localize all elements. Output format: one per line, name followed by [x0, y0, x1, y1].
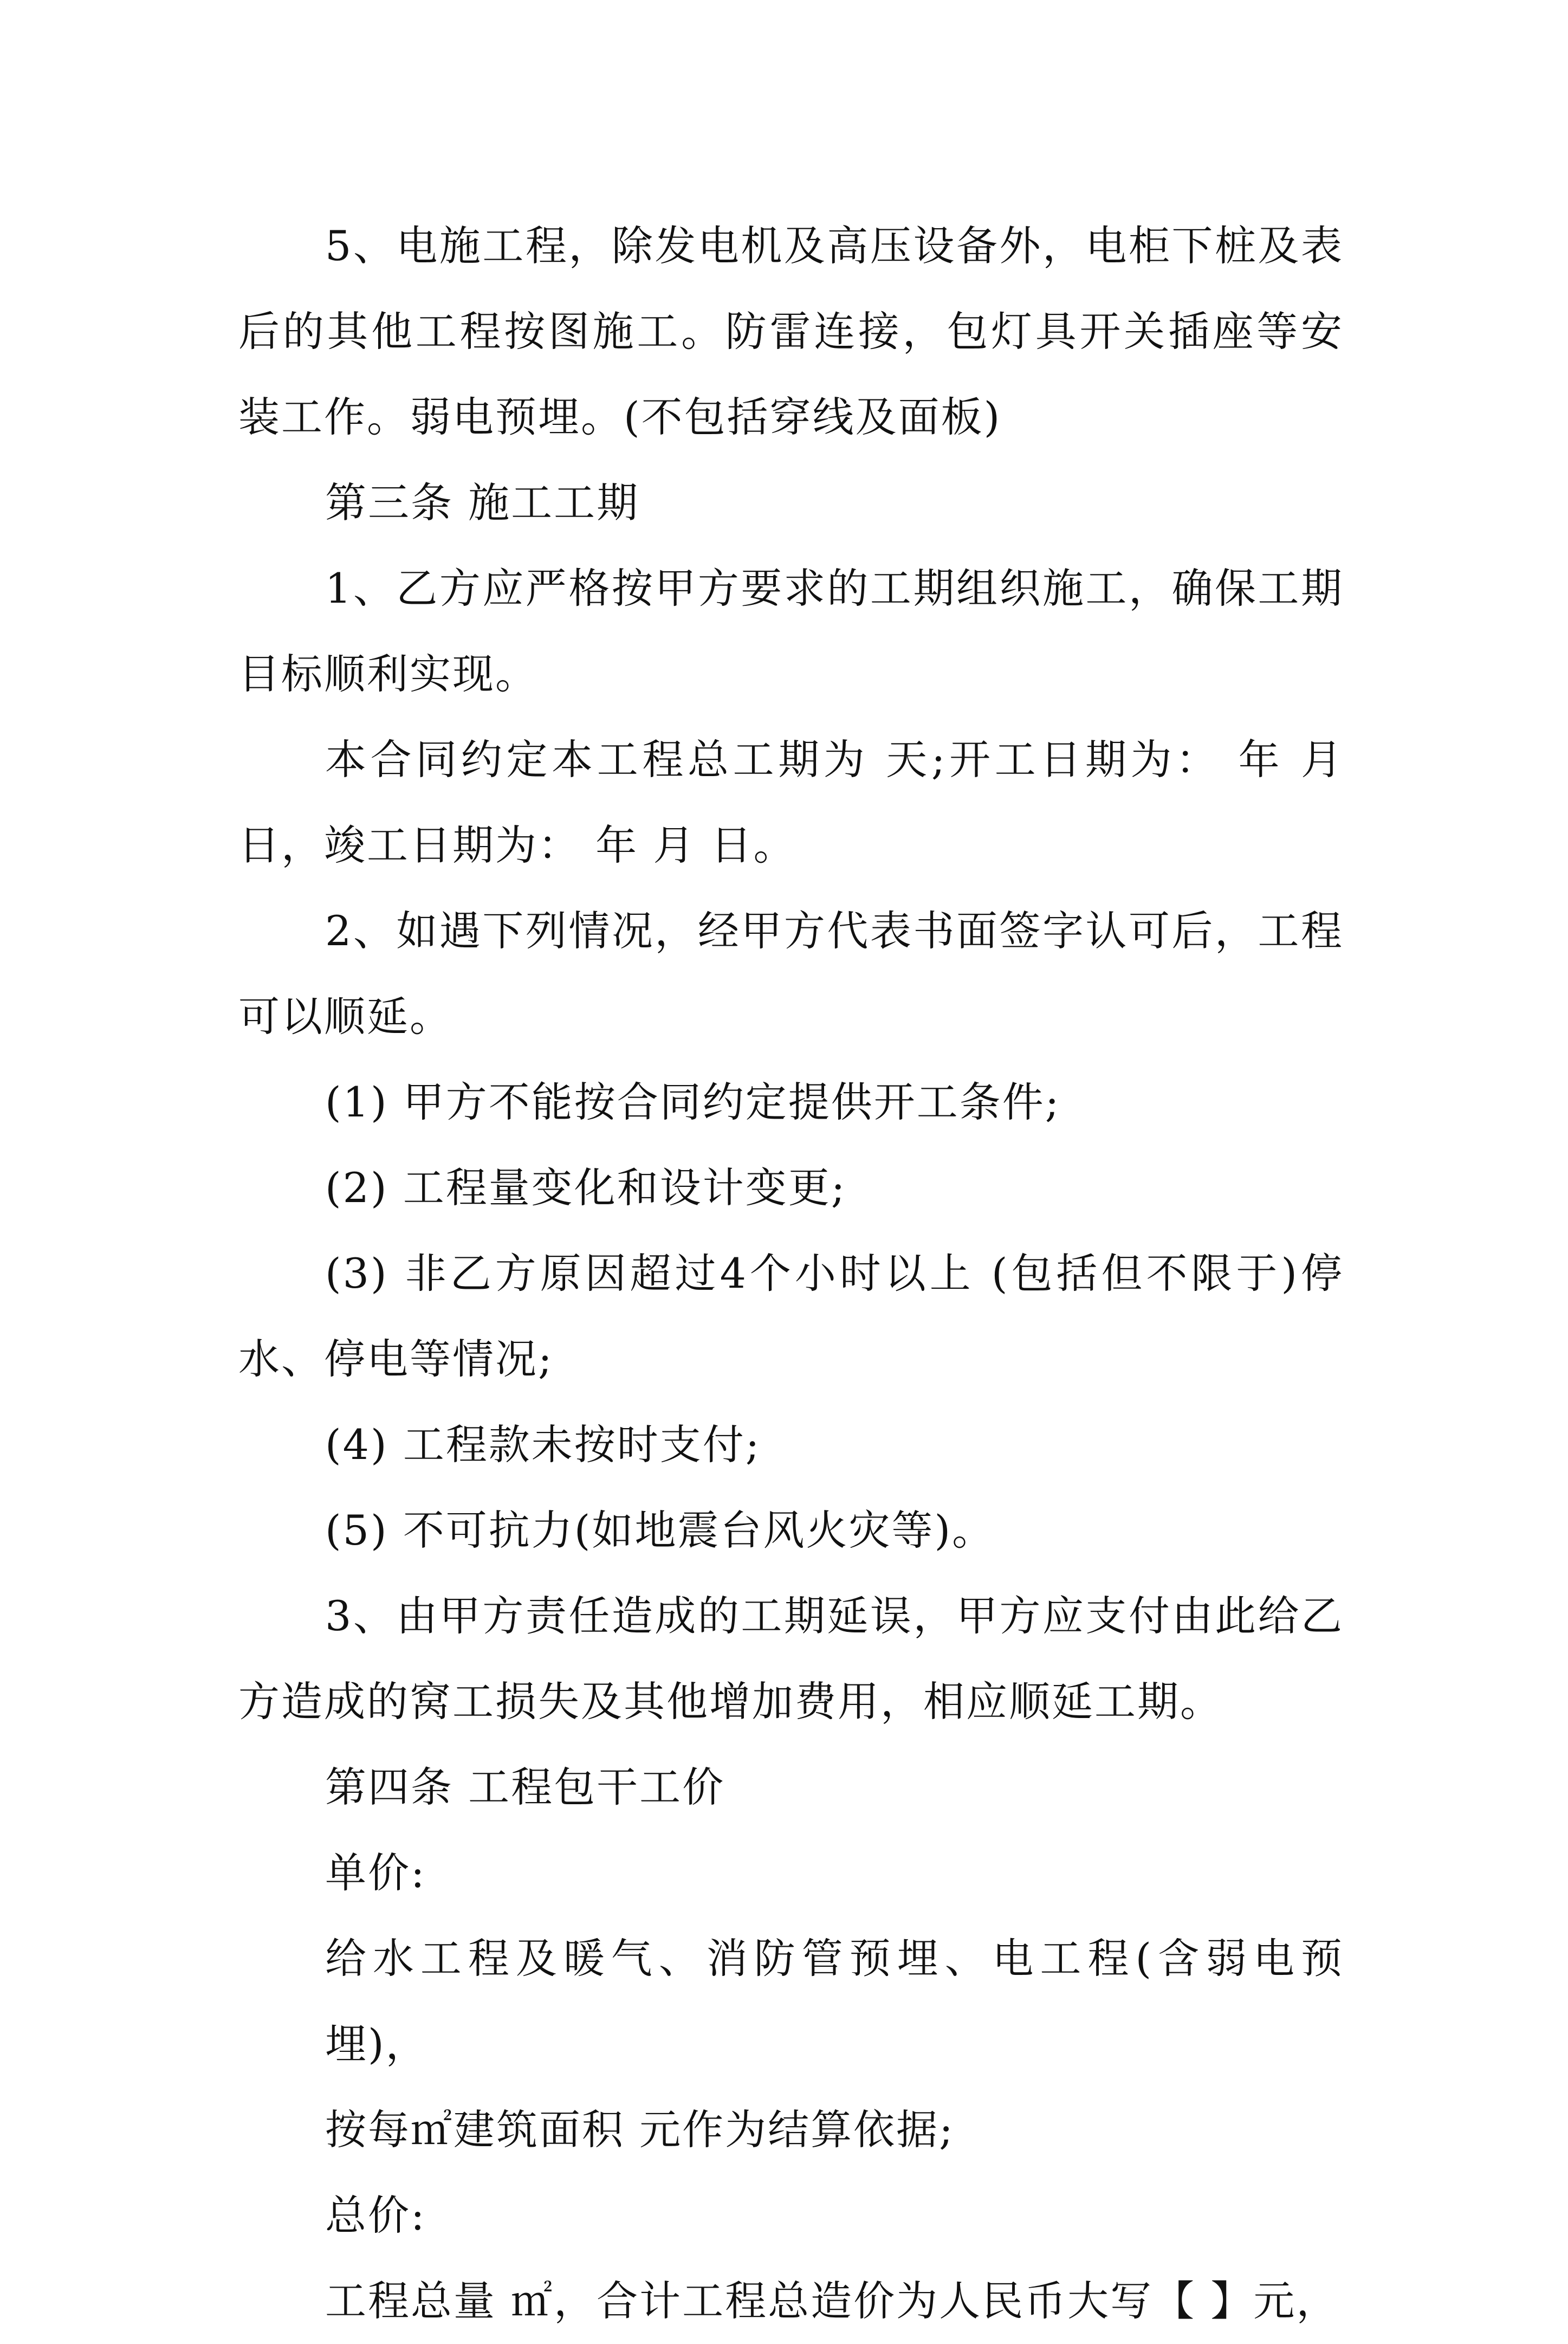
- document-body: [238, 203, 1344, 2344]
- paragraph-electrical-works: 5、电施工程，除发电机及高压设备外，电柜下桩及表后的其他工程按图施工。防雷连接，包灯具开关插座等安装工作。弱电预埋。(不包括穿线及面板): [238, 222, 1344, 441]
- list-item-condition-2: (2) 工程量变化和设计变更;: [325, 1164, 847, 1212]
- paragraph-unit-price-scope: 给水工程及暖气、消防管预埋、电工程(含弱电预埋)，: [325, 1934, 1344, 2068]
- label-total-price: 总价:: [325, 2191, 426, 2239]
- paragraph-total-duration: 本合同约定本工程总工期为 天;开工日期为： 年 月 日，竣工日期为： 年 月 日。: [238, 735, 1344, 869]
- list-item-condition-5: (5) 不可抗力(如地震台风火灾等)。: [325, 1506, 995, 1554]
- paragraph-schedule-requirement: 1、乙方应严格按甲方要求的工期组织施工，确保工期目标顺利实现。: [238, 564, 1344, 698]
- paragraph-extension-conditions: 2、如遇下列情况，经甲方代表书面签字认可后，工程可以顺延。: [238, 907, 1344, 1041]
- list-item-condition-4: (4) 工程款未按时支付;: [325, 1420, 761, 1469]
- heading-article-4: 第四条 工程包干工价: [325, 1763, 725, 1811]
- paragraph-total-price: 工程总量 ㎡，合计工程总造价为人民币大写【 】元，: [325, 2277, 1339, 2325]
- paragraph-delay-liability: 3、由甲方责任造成的工期延误，甲方应支付由此给乙方造成的窝工损失及其他增加费用，相应顺延工期。: [238, 1592, 1344, 1726]
- list-item-condition-1: (1) 甲方不能按合同约定提供开工条件;: [325, 1078, 1061, 1126]
- list-item-condition-3: (3) 非乙方原因超过4个小时以上 (包括但不限于)停水、停电等情况;: [238, 1249, 1344, 1383]
- label-unit-price: 单价:: [325, 1849, 426, 1897]
- heading-article-3: 第三条 施工工期: [325, 479, 640, 527]
- paragraph-unit-price-basis: 按每㎡建筑面积 元作为结算依据;: [325, 2106, 955, 2154]
